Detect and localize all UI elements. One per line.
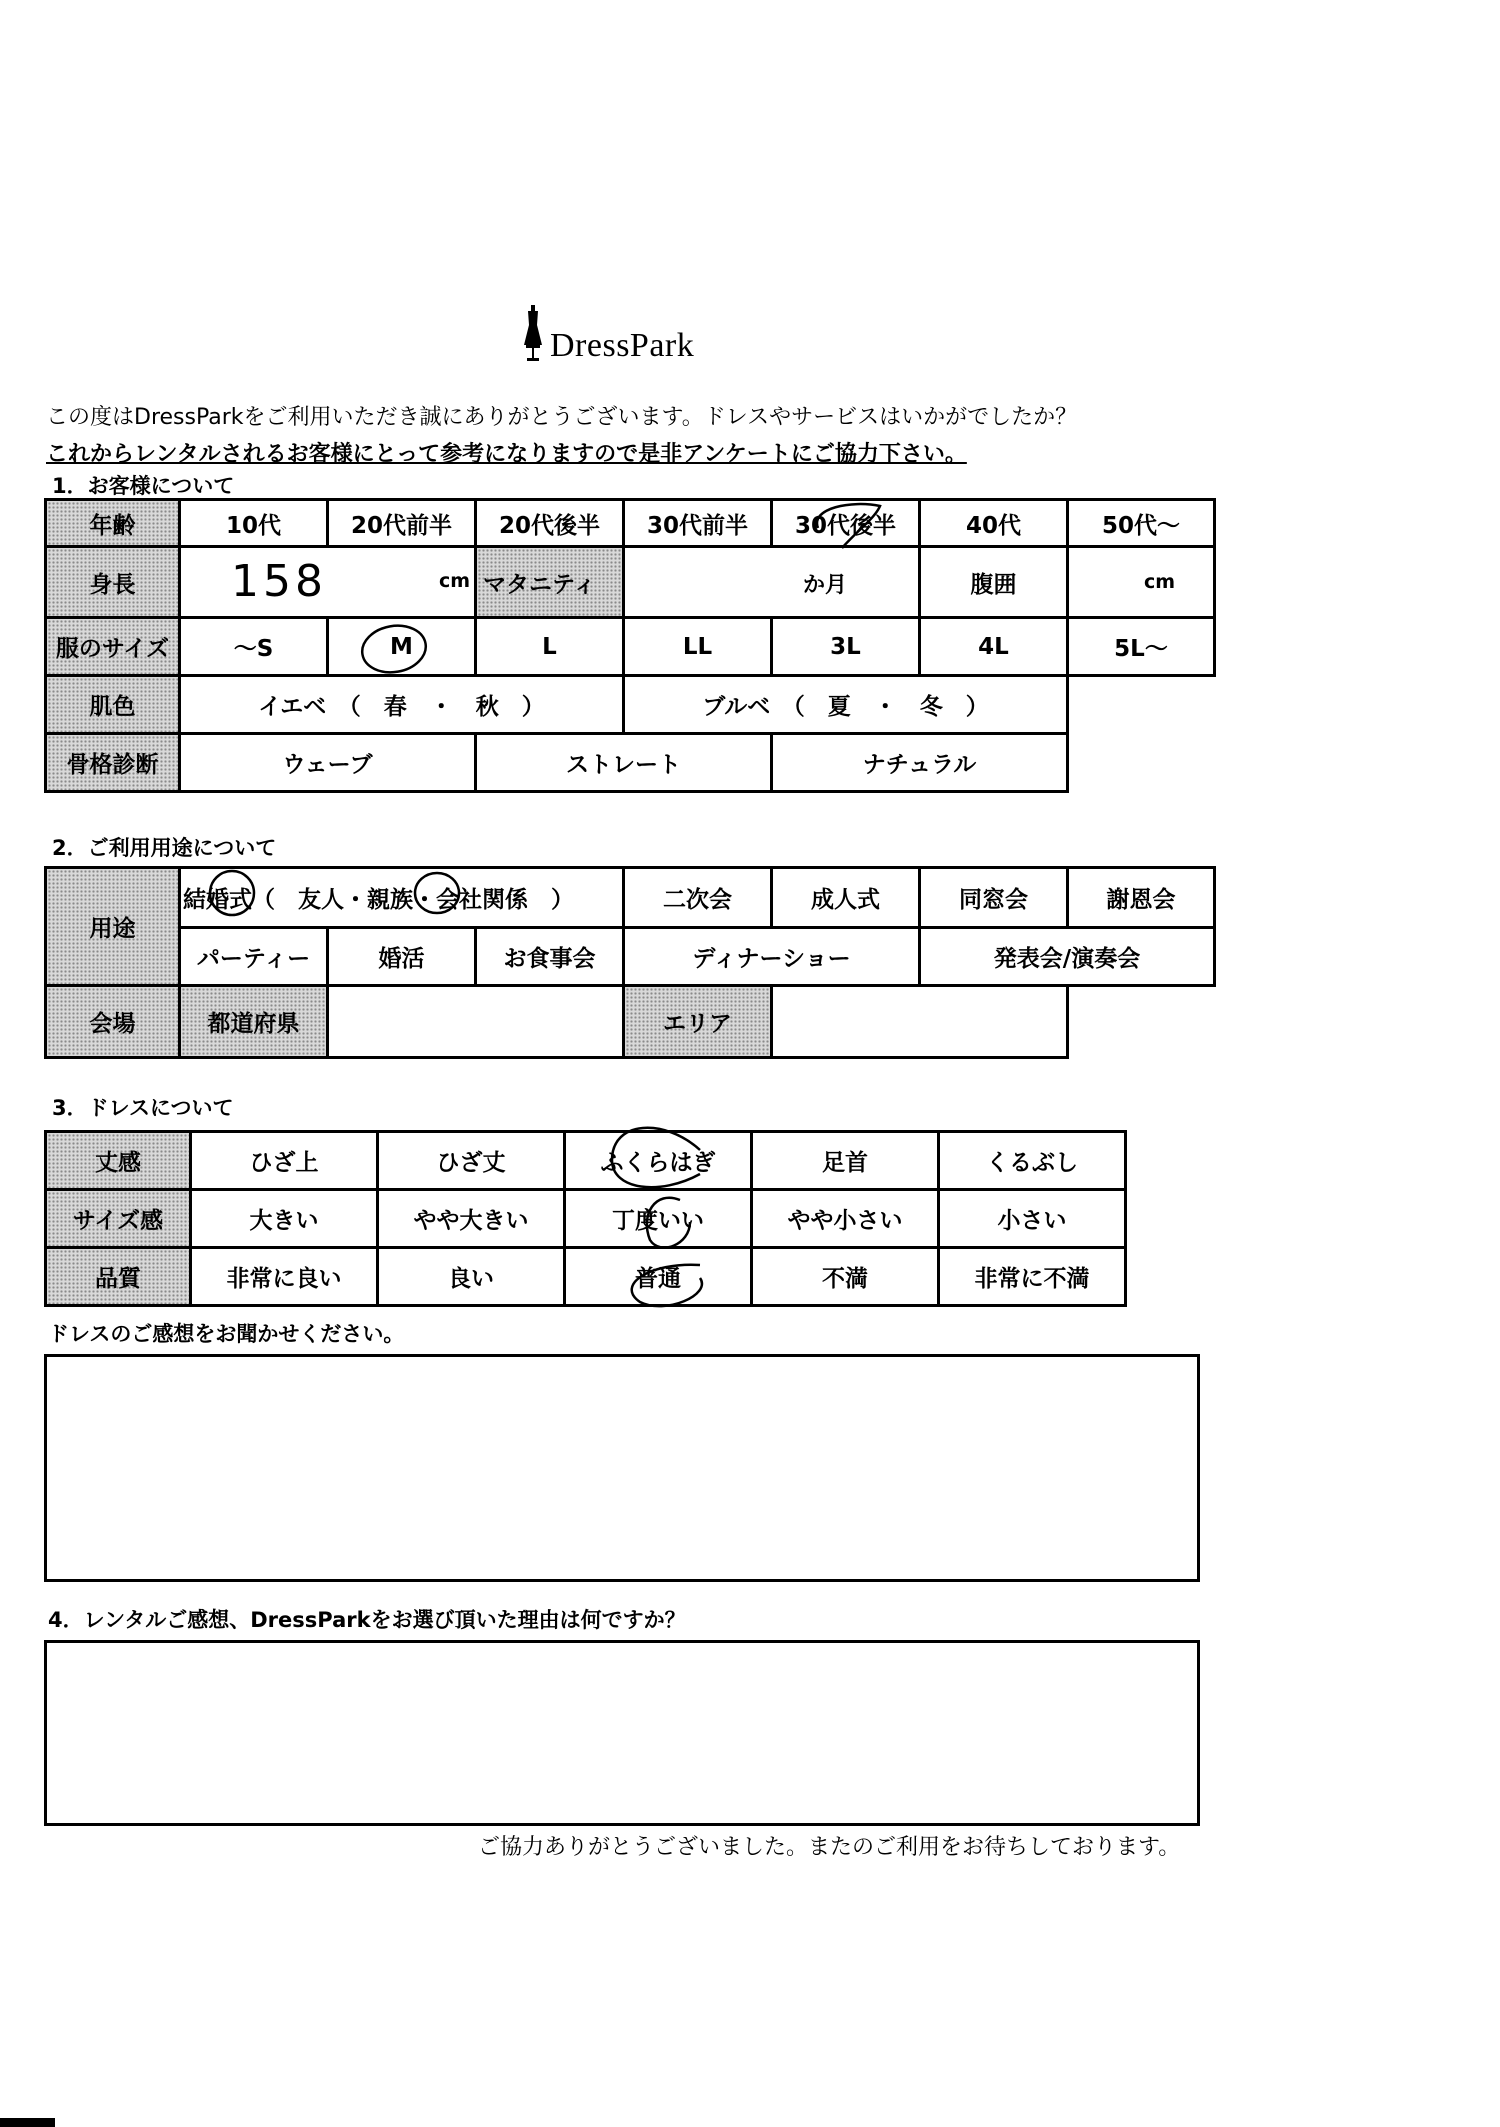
age-label: 年齢 [46,500,180,547]
footer-message: ご協力ありがとうございました。またのご利用をお待ちしております。 [478,1835,1181,1860]
dress-comment-box[interactable] [44,1354,1200,1582]
scan-edge [0,2118,55,2127]
age-option[interactable]: 40代 [920,500,1068,547]
length-option-selected[interactable]: ふくらはぎ [565,1132,752,1190]
intro-line-1: この度はDressParkをご利用いただき誠にありがとうございます。ドレスやサービスはいかがでしたか？ [46,405,1078,430]
height-unit: cm [438,570,470,592]
usage-option[interactable]: 婚活 [328,928,476,986]
maternity-unit: か月 [803,573,848,598]
fit-option[interactable]: 小さい [939,1190,1126,1248]
usage-option[interactable]: パーティー [180,928,328,986]
venue-label: 会場 [46,986,180,1058]
dress-comment-prompt: ドレスのご感想をお聞かせください。 [48,1322,405,1346]
usage-option[interactable]: 二次会 [624,868,772,928]
intro-line-2: これからレンタルされるお客様にとって参考になりますので是非アンケートにご協力下さい。 [46,442,967,467]
prefecture-label: 都道府県 [180,986,328,1058]
age-option[interactable]: 20代前半 [328,500,476,547]
size-option-selected[interactable]: M [328,618,476,676]
usage-row-2 [46,928,1215,986]
height-row [46,547,1215,618]
height-field[interactable] [180,547,476,618]
length-option[interactable]: ひざ丈 [378,1132,565,1190]
fit-label: サイズ感 [46,1190,191,1248]
maternity-label: マタニティ [476,547,624,618]
skeleton-option[interactable]: ストレート [476,734,772,792]
rental-comment-box[interactable] [44,1640,1200,1826]
usage-option[interactable]: 発表会/演奏会 [920,928,1215,986]
maternity-field[interactable] [624,547,920,618]
dress-table [44,1130,1127,1307]
skin-option-yellow[interactable]: イエベ （ 春 ・ 秋 ） [180,676,624,734]
usage-option[interactable]: お食事会 [476,928,624,986]
skeleton-option[interactable]: ナチュラル [772,734,1068,792]
area-field[interactable] [772,986,1068,1058]
skin-label: 肌色 [46,676,180,734]
age-option[interactable]: 50代～ [1068,500,1215,547]
age-option[interactable]: 20代後半 [476,500,624,547]
quality-option-selected[interactable]: 普通 [565,1248,752,1306]
skin-option-blue[interactable]: ブルベ （ 夏 ・ 冬 ） [624,676,1068,734]
section2-title: 2．ご利用用途について [52,836,277,860]
quality-option[interactable]: 非常に不満 [939,1248,1126,1306]
skeleton-row [46,734,1215,792]
usage-option[interactable]: ディナーショー [624,928,920,986]
usage-table [44,866,1216,1059]
fit-row [46,1190,1126,1248]
age-option[interactable]: 10代 [180,500,328,547]
quality-option[interactable]: 不満 [752,1248,939,1306]
skeleton-option[interactable]: ウェーブ [180,734,476,792]
size-label: 服のサイズ [46,618,180,676]
usage-row-1 [46,868,1215,928]
size-option[interactable]: 5L～ [1068,618,1215,676]
size-option[interactable]: 4L [920,618,1068,676]
size-option[interactable]: 3L [772,618,920,676]
quality-row [46,1248,1126,1306]
usage-option[interactable]: 同窓会 [920,868,1068,928]
size-row [46,618,1215,676]
height-label: 身長 [46,547,180,618]
belly-unit[interactable]: cm [1068,547,1215,618]
size-option[interactable]: L [476,618,624,676]
usage-option-wedding[interactable]: 結婚式（ 友人・親族・会社関係 ） [180,868,624,928]
quality-option[interactable]: 良い [378,1248,565,1306]
brand-name: DressPark [550,327,695,364]
fit-option[interactable]: 大きい [191,1190,378,1248]
fit-option-selected[interactable]: 丁度いい [565,1190,752,1248]
section4-title: 4．レンタルご感想、DressParkをお選び頂いた理由は何ですか？ [48,1608,686,1632]
venue-row [46,986,1215,1058]
dress-icon [518,305,548,363]
quality-option[interactable]: 非常に良い [191,1248,378,1306]
age-option[interactable]: 30代前半 [624,500,772,547]
brand-logo [518,305,748,365]
skeleton-label: 骨格診断 [46,734,180,792]
customer-table [44,498,1216,793]
fit-option[interactable]: やや小さい [752,1190,939,1248]
age-row [46,500,1215,547]
prefecture-field[interactable] [328,986,624,1058]
size-option[interactable]: ～S [180,618,328,676]
age-option-selected[interactable]: 30代後半 [772,500,920,547]
height-value: 158 [231,556,327,607]
length-option[interactable]: くるぶし [939,1132,1126,1190]
length-label: 丈感 [46,1132,191,1190]
size-option[interactable]: LL [624,618,772,676]
section1-title: 1．お客様について [52,474,235,498]
fit-option[interactable]: やや大きい [378,1190,565,1248]
length-option[interactable]: ひざ上 [191,1132,378,1190]
section3-title: 3．ドレスについて [52,1096,234,1120]
belly-label: 腹囲 [920,547,1068,618]
length-row [46,1132,1126,1190]
usage-label: 用途 [46,868,180,986]
area-label: エリア [624,986,772,1058]
usage-option[interactable]: 謝恩会 [1068,868,1215,928]
length-option[interactable]: 足首 [752,1132,939,1190]
quality-label: 品質 [46,1248,191,1306]
skin-row [46,676,1215,734]
usage-option[interactable]: 成人式 [772,868,920,928]
